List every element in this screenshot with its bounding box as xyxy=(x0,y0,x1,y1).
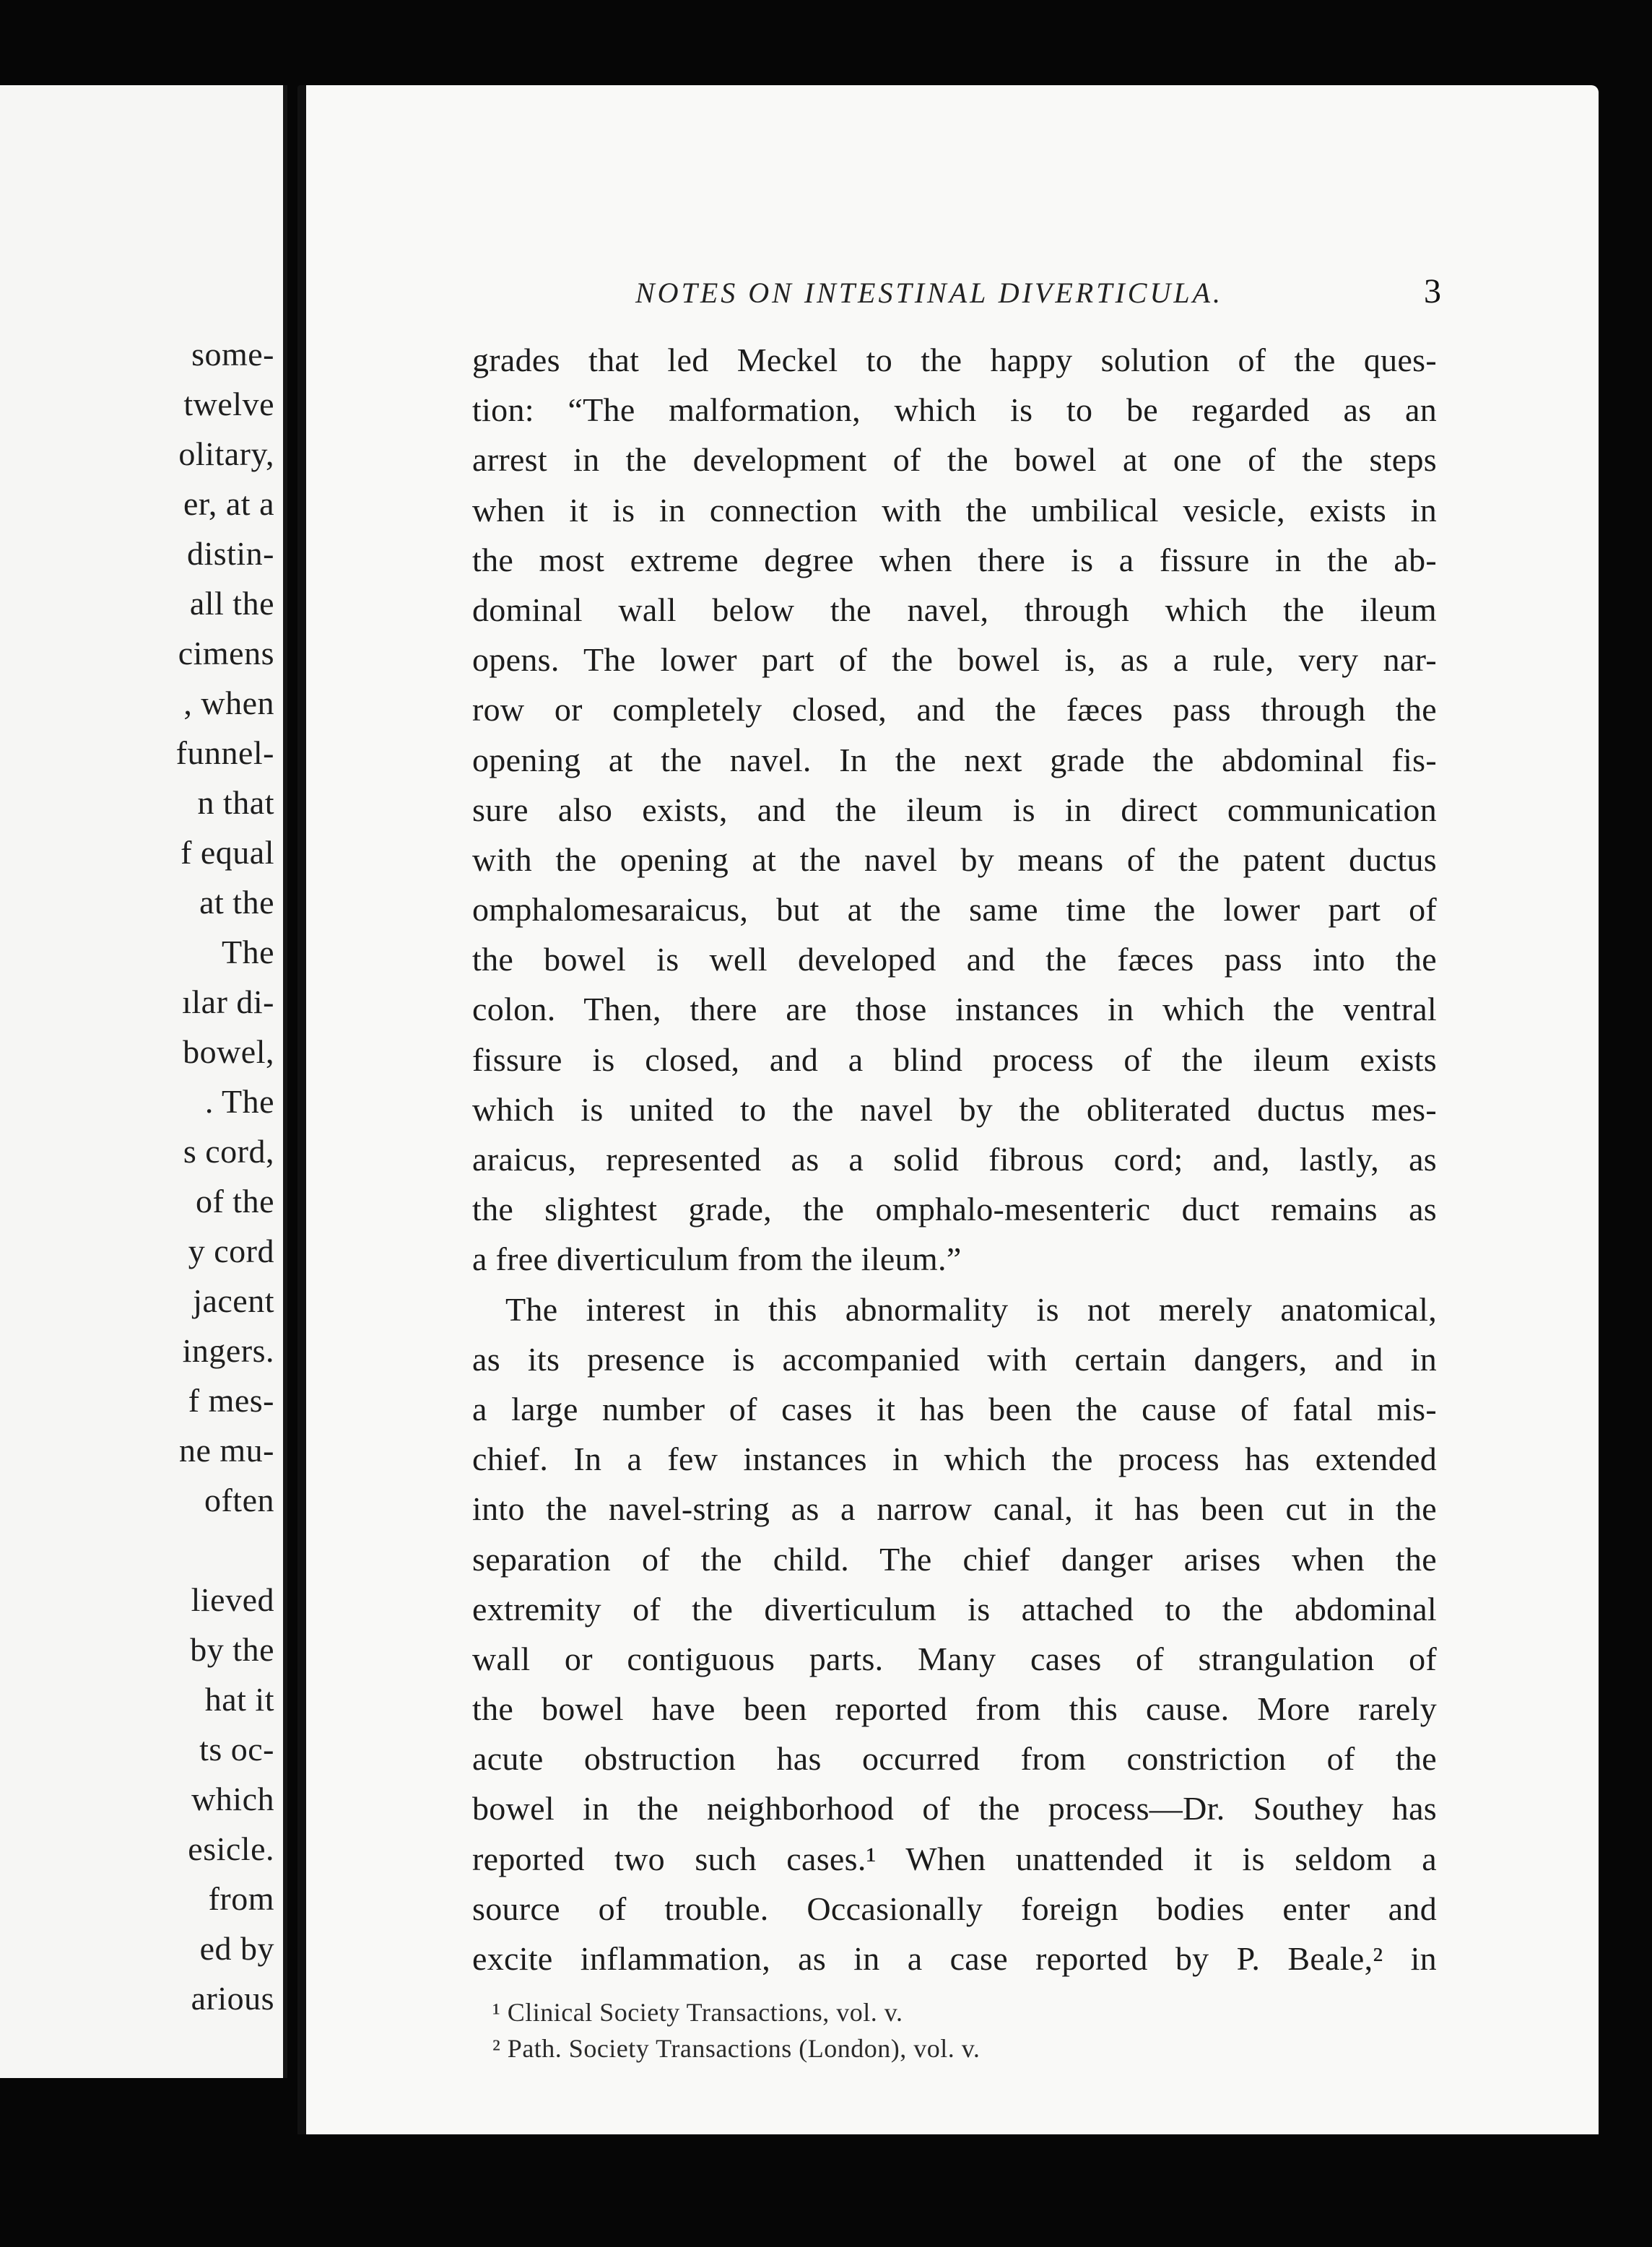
running-head: NOTES ON INTESTINAL DIVERTICULA. xyxy=(635,277,1224,309)
left-line: bowel, xyxy=(183,1033,274,1070)
left-line: of the xyxy=(195,1183,274,1220)
text-line: reported two such cases.¹ When unattended it is seldom a xyxy=(472,1840,1437,1877)
text-line: sure also exists, and the ileum is in direct communication xyxy=(472,791,1437,828)
left-line: cimens xyxy=(178,635,274,672)
left-facing-page xyxy=(0,85,287,2078)
text-line: tion: “The malformation, which is to be regarded as an xyxy=(472,391,1437,429)
body-text xyxy=(472,335,1437,1983)
text-line: a free diverticulum from the ileum.” xyxy=(472,1240,962,1278)
text-line: wall or contiguous parts. Many cases of strangulation of xyxy=(472,1640,1437,1677)
page-number: 3 xyxy=(1424,272,1441,310)
text-line: excite inflammation, as in a case reported by P. Beale,² in xyxy=(472,1940,1437,1977)
left-line: by the xyxy=(190,1631,274,1668)
page-header xyxy=(0,272,1652,319)
left-line: ed by xyxy=(199,1930,274,1967)
left-line: arious xyxy=(191,1980,274,2017)
text-line: when it is in connection with the umbilical vesicle, exists in xyxy=(472,491,1437,529)
left-line: twelve xyxy=(183,386,274,422)
text-line: the bowel have been reported from this cause. More rarely xyxy=(472,1690,1437,1728)
left-line: s cord, xyxy=(183,1133,274,1170)
left-line: some- xyxy=(191,336,274,373)
text-line: arrest in the development of the bowel at one of the steps xyxy=(472,441,1437,479)
left-line: at the xyxy=(199,884,274,921)
left-line: . The xyxy=(204,1083,274,1120)
footnote: ² Path. Society Transactions (London), vol. v. xyxy=(492,2034,981,2063)
left-line: n that xyxy=(197,784,274,821)
text-line: source of trouble. Occasionally foreign bodies enter and xyxy=(472,1890,1437,1927)
text-line: bowel in the neighborhood of the process—Dr. Southey has xyxy=(472,1790,1437,1827)
text-line: row or completely closed, and the fæces pass through the xyxy=(472,691,1437,729)
left-line: esicle. xyxy=(188,1830,274,1867)
text-line: colon. Then, there are those instances in which the ventral xyxy=(472,991,1437,1028)
text-line: a large number of cases it has been the cause of fatal mis- xyxy=(472,1390,1437,1427)
left-line: ılar di- xyxy=(182,983,274,1020)
left-line: er, at a xyxy=(183,485,274,522)
left-line: olitary, xyxy=(178,435,274,472)
text-line: extremity of the diverticulum is attached to the abdominal xyxy=(472,1590,1437,1627)
footnote: ¹ Clinical Society Transactions, vol. v. xyxy=(492,1998,903,2027)
left-line: f mes- xyxy=(188,1382,274,1419)
text-line: chief. In a few instances in which the process has extended xyxy=(472,1440,1437,1478)
text-line: with the opening at the navel by means of the patent ductus xyxy=(472,840,1437,878)
text-line: the most extreme degree when there is a fissure in the ab- xyxy=(472,541,1437,578)
left-line: which xyxy=(191,1781,274,1817)
text-line: opens. The lower part of the bowel is, as a rule, very nar- xyxy=(472,641,1437,679)
left-line: ingers. xyxy=(182,1332,274,1369)
text-line: the slightest grade, the omphalo-mesenteric duct remains as xyxy=(472,1191,1437,1228)
left-line: , when xyxy=(183,684,274,721)
text-line: fissure is closed, and a blind process of the ileum exists xyxy=(472,1040,1437,1078)
left-line: f equal xyxy=(181,834,274,871)
left-line: ts oc- xyxy=(199,1731,274,1768)
left-line: jacent xyxy=(193,1282,274,1319)
left-line: lieved xyxy=(191,1581,274,1618)
text-line: into the navel-string as a narrow canal, it has been cut in the xyxy=(472,1490,1437,1528)
left-line: hat it xyxy=(204,1681,274,1718)
text-line: opening at the navel. In the next grade the abdominal fis- xyxy=(472,741,1437,778)
left-line: y cord xyxy=(188,1233,274,1269)
text-line: araicus, represented as a solid fibrous cord; and, lastly, as xyxy=(472,1141,1437,1178)
footnotes xyxy=(492,1994,1431,2066)
text-line: omphalomesaraicus, but at the same time the lower part of xyxy=(472,891,1437,929)
text-line: The interest in this abnormality is not merely anatomical, xyxy=(505,1290,1437,1328)
text-line: separation of the child. The chief danger arises when the xyxy=(472,1540,1437,1578)
left-line: all the xyxy=(189,585,274,622)
text-line: the bowel is well developed and the fæces pass into the xyxy=(472,941,1437,978)
text-line: acute obstruction has occurred from constriction of the xyxy=(472,1740,1437,1778)
text-line: dominal wall below the navel, through which the ileum xyxy=(472,591,1437,628)
left-line: from xyxy=(208,1880,274,1917)
left-line: funnel- xyxy=(175,734,274,771)
left-line: ne mu- xyxy=(178,1432,274,1469)
left-line: distin- xyxy=(186,535,274,572)
left-line: often xyxy=(204,1482,274,1518)
text-line: which is united to the navel by the obliterated ductus mes- xyxy=(472,1090,1437,1128)
text-line: grades that led Meckel to the happy solution of the ques- xyxy=(472,342,1437,378)
text-line: as its presence is accompanied with certain dangers, and in xyxy=(472,1340,1437,1378)
left-line: The xyxy=(221,934,274,970)
